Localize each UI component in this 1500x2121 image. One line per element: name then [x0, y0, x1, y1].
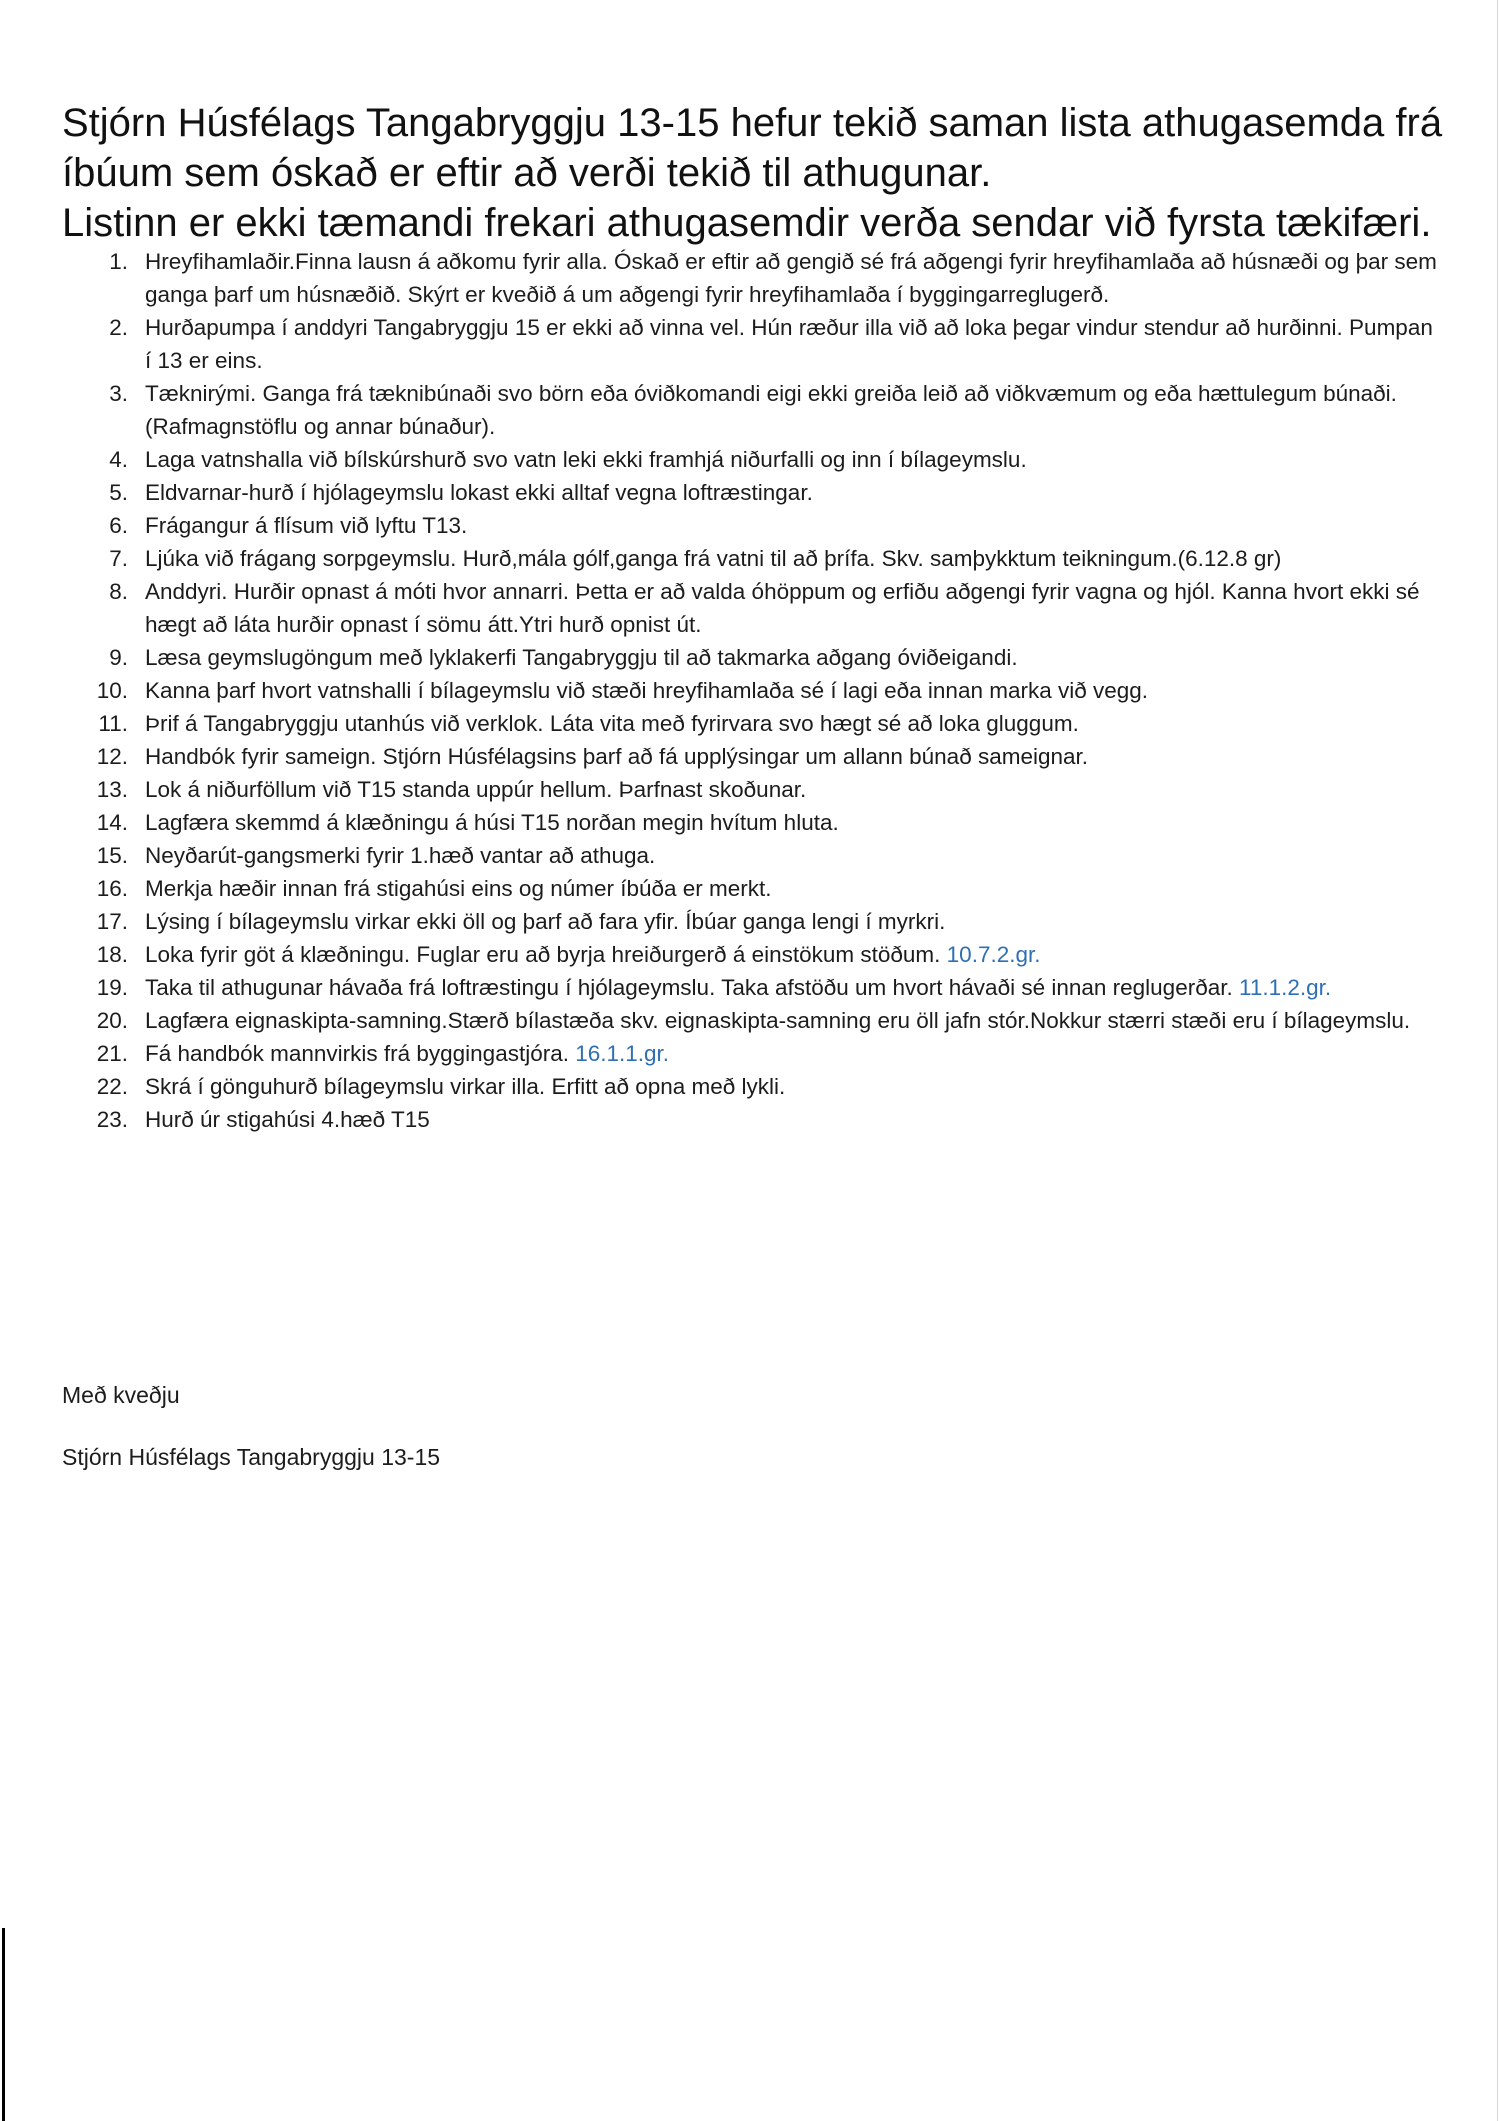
- list-item-number: 11.: [98, 711, 128, 736]
- list-item: [0, 905, 1500, 938]
- list-item-text: Tæknirými. Ganga frá tæknibúnaði svo börn eða óviðkomandi eigi ekki greiða leið að viðkvæmum og eða hættulegum búnaði.(Rafmagnstöflu og annar búnaður).: [145, 381, 1397, 439]
- regulation-reference-link[interactable]: 11.1.2.gr.: [1239, 975, 1332, 1000]
- list-item: [0, 377, 1500, 443]
- list-item-text: Hurð úr stigahúsi 4.hæð T15: [145, 1107, 430, 1132]
- list-item-text: Eldvarnar-hurð í hjólageymslu lokast ekki alltaf vegna loftræstingar.: [145, 480, 813, 505]
- list-item-number: 22.: [96, 1074, 128, 1099]
- list-item-number: 19.: [96, 975, 128, 1000]
- list-item-number: 2.: [109, 315, 128, 340]
- closing-signature: Stjórn Húsfélags Tangabryggju 13-15: [62, 1444, 441, 1470]
- list-item-number: 10.: [96, 678, 128, 703]
- list-item-number: 4.: [109, 447, 128, 472]
- list-item: [0, 1004, 1500, 1037]
- list-item: [0, 575, 1500, 641]
- list-item: [0, 245, 1500, 311]
- list-item: [0, 839, 1500, 872]
- list-item-number: 18.: [96, 942, 128, 967]
- list-item-number: 1.: [109, 249, 128, 274]
- list-item-text: Loka fyrir göt á klæðningu. Fuglar eru að byrja hreiðurgerð á einstökum stöðum.: [145, 942, 947, 967]
- list-item: [0, 443, 1500, 476]
- list-item-text: Neyðarút-gangsmerki fyrir 1.hæð vantar að athuga.: [145, 843, 656, 868]
- list-item-number: 6.: [109, 513, 128, 538]
- list-item: [0, 1070, 1500, 1103]
- scan-margin-mark: [2, 1928, 5, 2121]
- list-item-text: Taka til athugunar hávaða frá loftræstingu í hjólageymslu. Taka afstöðu um hvort hávaði sé innan reglugerðar.: [145, 975, 1239, 1000]
- list-item-text: Fá handbók mannvirkis frá byggingastjóra.: [145, 1041, 576, 1066]
- list-item-text: Skrá í gönguhurð bílageymslu virkar illa. Erfitt að opna með lykli.: [145, 1074, 786, 1099]
- list-item-number: 9.: [109, 645, 128, 670]
- list-item-number: 16.: [96, 876, 128, 901]
- list-item: [0, 476, 1500, 509]
- list-item: [0, 740, 1500, 773]
- list-item: [0, 641, 1500, 674]
- heading-line-2: íbúum sem óskað er eftir að verði tekið til athugunar.: [62, 151, 992, 195]
- list-item: [0, 1103, 1500, 1136]
- list-item-text: Lok á niðurföllum við T15 standa uppúr hellum. Þarfnast skoðunar.: [145, 777, 807, 802]
- list-item-number: 13.: [96, 777, 128, 802]
- list-item: [0, 1037, 1500, 1070]
- list-item-text: Kanna þarf hvort vatnshalli í bílageymslu við stæði hreyfihamlaða sé í lagi eða innan marka við vegg.: [145, 678, 1149, 703]
- list-item-text: Handbók fyrir sameign. Stjórn Húsfélagsins þarf að fá upplýsingar um allann búnað sameignar.: [145, 744, 1089, 769]
- list-item: [0, 872, 1500, 905]
- list-item: [0, 311, 1500, 377]
- list-item-text: Laga vatnshalla við bílskúrshurð svo vatn leki ekki framhjá niðurfalli og inn í bílageymslu.: [145, 447, 1027, 472]
- list-item-number: 17.: [96, 909, 128, 934]
- list-item: [0, 674, 1500, 707]
- list-item: [0, 806, 1500, 839]
- list-item-text: Anddyri. Hurðir opnast á móti hvor annarri. Þetta er að valda óhöppum og erfiðu aðgengi fyrir vagna og hjól. Kanna hvort ekki sé hægt að láta hurðir opnast í sömu átt.Ytri hurð opnist út.: [145, 579, 1420, 637]
- list-item-number: 15.: [96, 843, 128, 868]
- list-item: [0, 707, 1500, 740]
- list-item: [0, 773, 1500, 806]
- regulation-reference-link[interactable]: 10.7.2.gr.: [946, 942, 1041, 967]
- list-item-text: Þrif á Tangabryggju utanhús við verklok. Láta vita með fyrirvara svo hægt sé að loka gluggum.: [145, 711, 1079, 736]
- regulation-reference-link[interactable]: 16.1.1.gr.: [575, 1041, 670, 1066]
- remarks-list: [0, 245, 1500, 1136]
- list-item-text: Lagfæra eignaskipta-samning.Stærð bílastæða skv. eignaskipta-samning eru öll jafn stór.Nokkur stærri stæði eru í bílageymslu.: [145, 1008, 1411, 1033]
- list-item-text: Lýsing í bílageymslu virkar ekki öll og þarf að fara yfir. Íbúar ganga lengi í myrkri.: [145, 909, 946, 934]
- list-item-text: Lagfæra skemmd á klæðningu á húsi T15 norðan megin hvítum hluta.: [145, 810, 839, 835]
- list-item: [0, 509, 1500, 542]
- list-item-text: Frágangur á flísum við lyftu T13.: [145, 513, 468, 538]
- list-item-text: Merkja hæðir innan frá stigahúsi eins og númer íbúða er merkt.: [145, 876, 772, 901]
- list-item-number: 8.: [109, 579, 128, 604]
- list-item-number: 21.: [96, 1041, 128, 1066]
- list-item-number: 20.: [96, 1008, 128, 1033]
- list-item-text: Læsa geymslugöngum með lyklakerfi Tangabryggju til að takmarka aðgang óviðeigandi.: [145, 645, 1018, 670]
- document-heading: [62, 98, 1462, 248]
- list-item: [0, 938, 1500, 971]
- list-item-number: 12.: [96, 744, 128, 769]
- scan-edge-line: [1497, 0, 1498, 2121]
- list-item: [0, 971, 1500, 1004]
- list-item: [0, 542, 1500, 575]
- list-item-text: Hreyfihamlaðir.Finna lausn á aðkomu fyrir alla. Óskað er eftir að gengið sé frá aðgengi fyrir hreyfihamlaða að húsnæði og þar sem ganga þarf um húsnæðið. Skýrt er kveðið á um aðgengi fyrir hreyfihamlaða í byggingarreglugerð.: [145, 249, 1437, 307]
- list-item-text: Hurðapumpa í anddyri Tangabryggju 15 er ekki að vinna vel. Hún ræður illa við að loka þegar vindur stendur að hurðinni. Pumpan í 13 er eins.: [145, 315, 1433, 373]
- list-item-text: Ljúka við frágang sorpgeymslu. Hurð,mála gólf,ganga frá vatni til að þrífa. Skv. samþykktum teikningum.(6.12.8 gr): [145, 546, 1282, 571]
- list-item-number: 14.: [96, 810, 128, 835]
- heading-line-3: Listinn er ekki tæmandi frekari athugasemdir verða sendar við fyrsta tækifæri.: [62, 201, 1432, 245]
- list-item-number: 5.: [109, 480, 128, 505]
- closing-greeting: Með kveðju: [62, 1382, 180, 1408]
- list-item-number: 3.: [109, 381, 128, 406]
- list-item-number: 7.: [109, 546, 128, 571]
- closing-block: [62, 1380, 440, 1472]
- list-item-number: 23.: [96, 1107, 128, 1132]
- heading-line-1: Stjórn Húsfélags Tangabryggju 13-15 hefur tekið saman lista athugasemda frá: [62, 101, 1443, 145]
